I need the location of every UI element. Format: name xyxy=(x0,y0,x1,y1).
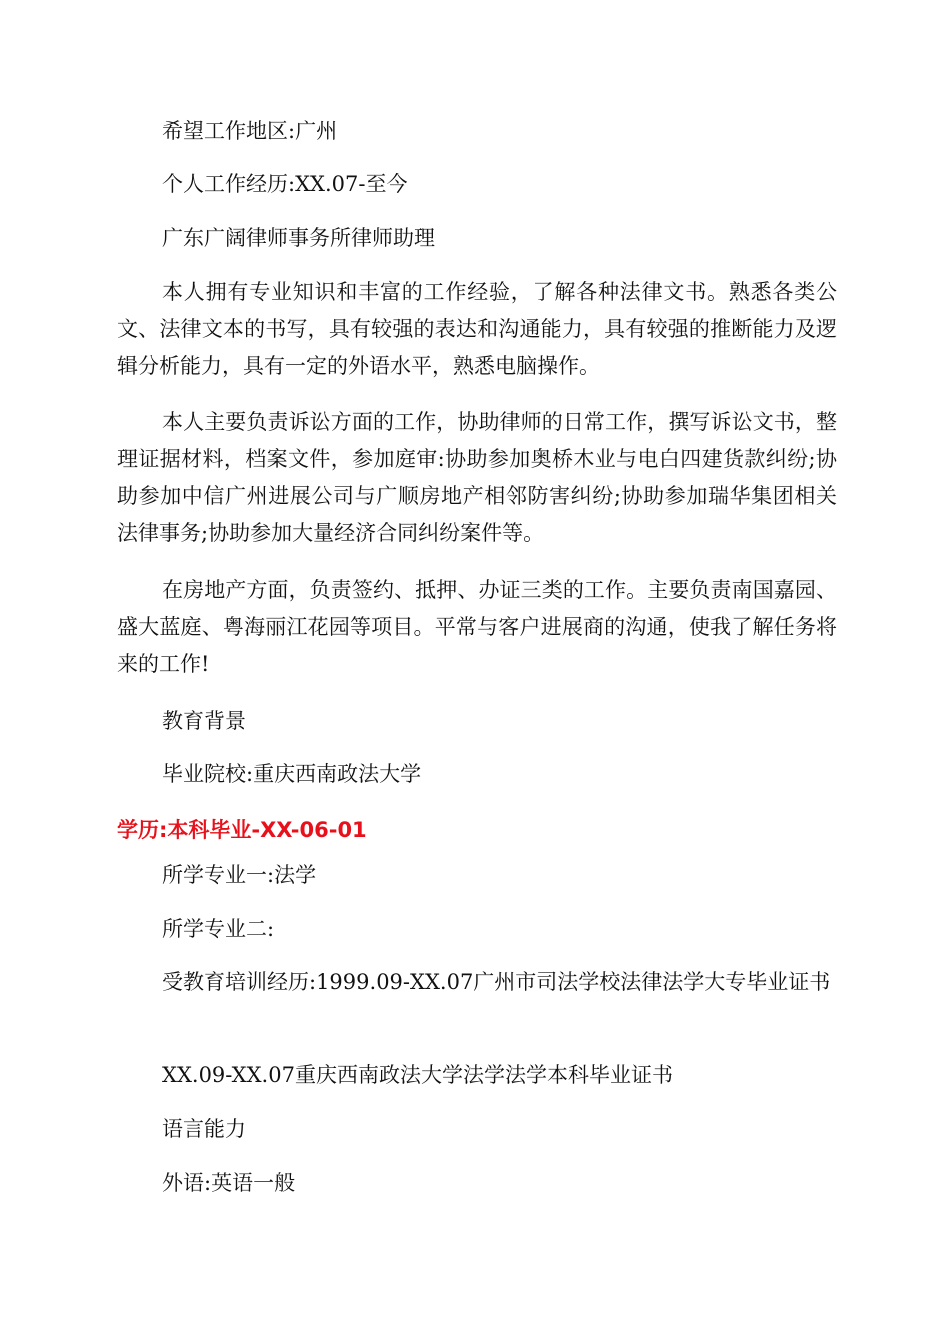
school-line: 毕业院校:重庆西南政法大学 xyxy=(162,762,422,786)
work-history-line: 个人工作经历:XX.07-至今 xyxy=(162,172,408,196)
real-estate-paragraph: 在房地产方面，负责签约、抵押、办证三类的工作。主要负责南国嘉园、盛大蓝庭、粤海丽江花园等项目。平常与客户进展商的沟通，使我了解任务将来的工作! xyxy=(117,578,837,676)
major-two-line: 所学专业二: xyxy=(162,917,275,941)
degree-heading: 学历:本科毕业-XX-06-01 xyxy=(117,818,367,842)
duties-paragraph: 本人主要负责诉讼方面的工作，协助律师的日常工作，撰写诉讼文书，整理证据材料，档案文件，参加庭审:协助参加奥桥木业与电白四建货款纠纷;协助参加中信广州进展公司与广顺房地产相邻防害纠纷;协助参加瑞华集团相关法律事务;协助参加大量经济合同纠纷案件等。 xyxy=(117,410,837,545)
education-heading: 教育背景 xyxy=(162,709,246,733)
skills-paragraph: 本人拥有专业知识和丰富的工作经验，了解各种法律文书。熟悉各类公文、法律文本的书写，具有较强的表达和沟通能力，具有较强的推断能力及逻辑分析能力，具有一定的外语水平，熟悉电脑操作。 xyxy=(117,280,837,378)
work-region-line: 希望工作地区:广州 xyxy=(162,119,338,143)
language-heading: 语言能力 xyxy=(162,1117,246,1141)
training-paragraph: 受教育培训经历:1999.09-XX.07广州市司法学校法律法学大专毕业证书 xyxy=(162,970,831,994)
employer-line: 广东广阔律师事务所律师助理 xyxy=(162,226,435,250)
major-one-line: 所学专业一:法学 xyxy=(162,863,317,887)
foreign-language-line: 外语:英语一般 xyxy=(162,1171,296,1195)
training-line-2: XX.09-XX.07重庆西南政法大学法学法学本科毕业证书 xyxy=(162,1063,673,1087)
